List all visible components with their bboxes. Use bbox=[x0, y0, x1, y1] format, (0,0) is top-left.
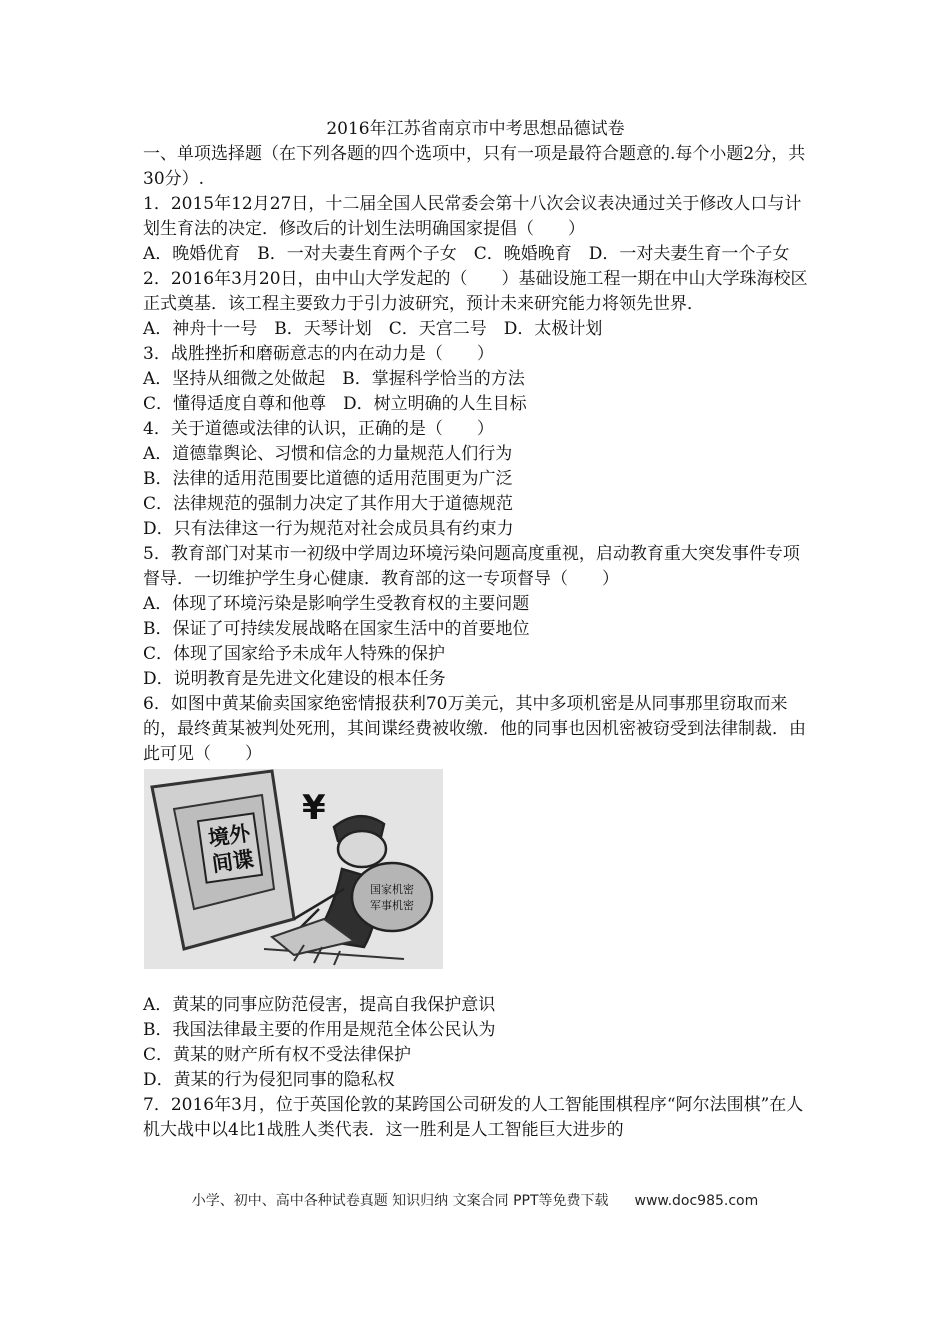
spy-cartoon-drawing bbox=[144, 769, 443, 969]
question-4-option-d: D．只有法律这一行为规范对社会成员具有约束力 bbox=[143, 519, 514, 539]
yen-symbol: ¥ bbox=[302, 788, 326, 828]
question-4-stem: 4．关于道德或法律的认识，正确的是（ ） bbox=[143, 419, 494, 439]
footer-text: 小学、初中、高中各种试卷真题 知识归纳 文案合同 PPT等免费下载 bbox=[191, 1193, 609, 1209]
question-2-stem: 2．2016年3月20日，由中山大学发起的（ ）基础设施工程一期在中山大学珠海校区正式奠基．该工程主要致力于引力波研究，预计未来研究能力将领先世界． bbox=[143, 269, 808, 314]
question-4-option-c: C．法律规范的强制力决定了其作用大于道德规范 bbox=[143, 494, 514, 514]
question-3-options-cd: C．懂得适度自尊和他尊 D．树立明确的人生目标 bbox=[143, 394, 527, 414]
screen-label-2: 间谍 bbox=[210, 846, 256, 877]
question-7-stem: 7．2016年3月，位于英国伦敦的某跨国公司研发的人工智能围棋程序“阿尔法围棋”在人机大战中以4比1战胜人类代表．这一胜利是人工智能巨大进步的 bbox=[143, 1095, 804, 1140]
question-3-options-ab: A．坚持从细微之处做起 B．掌握科学恰当的方法 bbox=[143, 369, 525, 389]
bag-label-1: 国家机密 bbox=[370, 883, 414, 896]
spy-cartoon-image bbox=[144, 769, 443, 969]
exam-title: 2016年江苏省南京市中考思想品德试卷 bbox=[326, 119, 625, 139]
page-footer bbox=[0, 1190, 950, 1210]
question-1-options: A．晚婚优育 B．一对夫妻生育两个子女 C．晚婚晚育 D．一对夫妻生育一个子女 bbox=[143, 244, 790, 264]
question-5-option-b: B．保证了可持续发展战略在国家生活中的首要地位 bbox=[143, 619, 530, 639]
section-heading: 一、单项选择题（在下列各题的四个选项中，只有一项是最符合题意的.每个小题2分，共30分）. bbox=[143, 144, 806, 189]
screen-label-1: 境外 bbox=[206, 821, 252, 851]
question-4-option-b: B．法律的适用范围要比道德的适用范围更为广泛 bbox=[143, 469, 513, 489]
question-2-options: A．神舟十一号 B．天琴计划 C．天宫二号 D．太极计划 bbox=[143, 319, 603, 339]
question-5-stem: 5．教育部门对某市一初级中学周边环境污染问题高度重视，启动教育重大突发事件专项督导．一切维护学生身心健康．教育部的这一专项督导（ ） bbox=[143, 544, 800, 589]
question-3-stem: 3．战胜挫折和磨砺意志的内在动力是（ ） bbox=[143, 344, 494, 364]
question-4-option-a: A．道德靠舆论、习惯和信念的力量规范人们行为 bbox=[143, 444, 513, 464]
footer-site-link[interactable]: www.doc985.com bbox=[634, 1193, 759, 1209]
secrets-bag bbox=[352, 863, 432, 931]
question-5-option-a: A．体现了环境污染是影响学生受教育权的主要问题 bbox=[143, 594, 530, 614]
question-6-option-d: D．黄某的行为侵犯同事的隐私权 bbox=[143, 1070, 395, 1090]
question-5-option-c: C．体现了国家给予未成年人特殊的保护 bbox=[143, 644, 446, 664]
question-6-stem: 6．如图中黄某偷卖国家绝密情报获利70万美元，其中多项机密是从同事那里窃取而来的，最终黄某被判处死刑，其间谍经费被收缴．他的同事也因机密被窃受到法律制裁．由此可见（ ） bbox=[143, 694, 806, 764]
question-6-option-a: A．黄某的同事应防范侵害，提高自我保护意识 bbox=[143, 995, 496, 1015]
question-5-option-d: D．说明教育是先进文化建设的根本任务 bbox=[143, 669, 446, 689]
question-1-stem: 1．2015年12月27日，十二届全国人民常委会第十八次会议表决通过关于修改人口与计划生育法的决定．修改后的计划生法明确国家提倡（ ） bbox=[143, 194, 802, 239]
question-6-option-c: C．黄某的财产所有权不受法律保护 bbox=[143, 1045, 412, 1065]
question-6-option-b: B．我国法律最主要的作用是规范全体公民认为 bbox=[143, 1020, 496, 1040]
exam-content bbox=[143, 117, 808, 1143]
bag-label-2: 军事机密 bbox=[370, 899, 414, 912]
